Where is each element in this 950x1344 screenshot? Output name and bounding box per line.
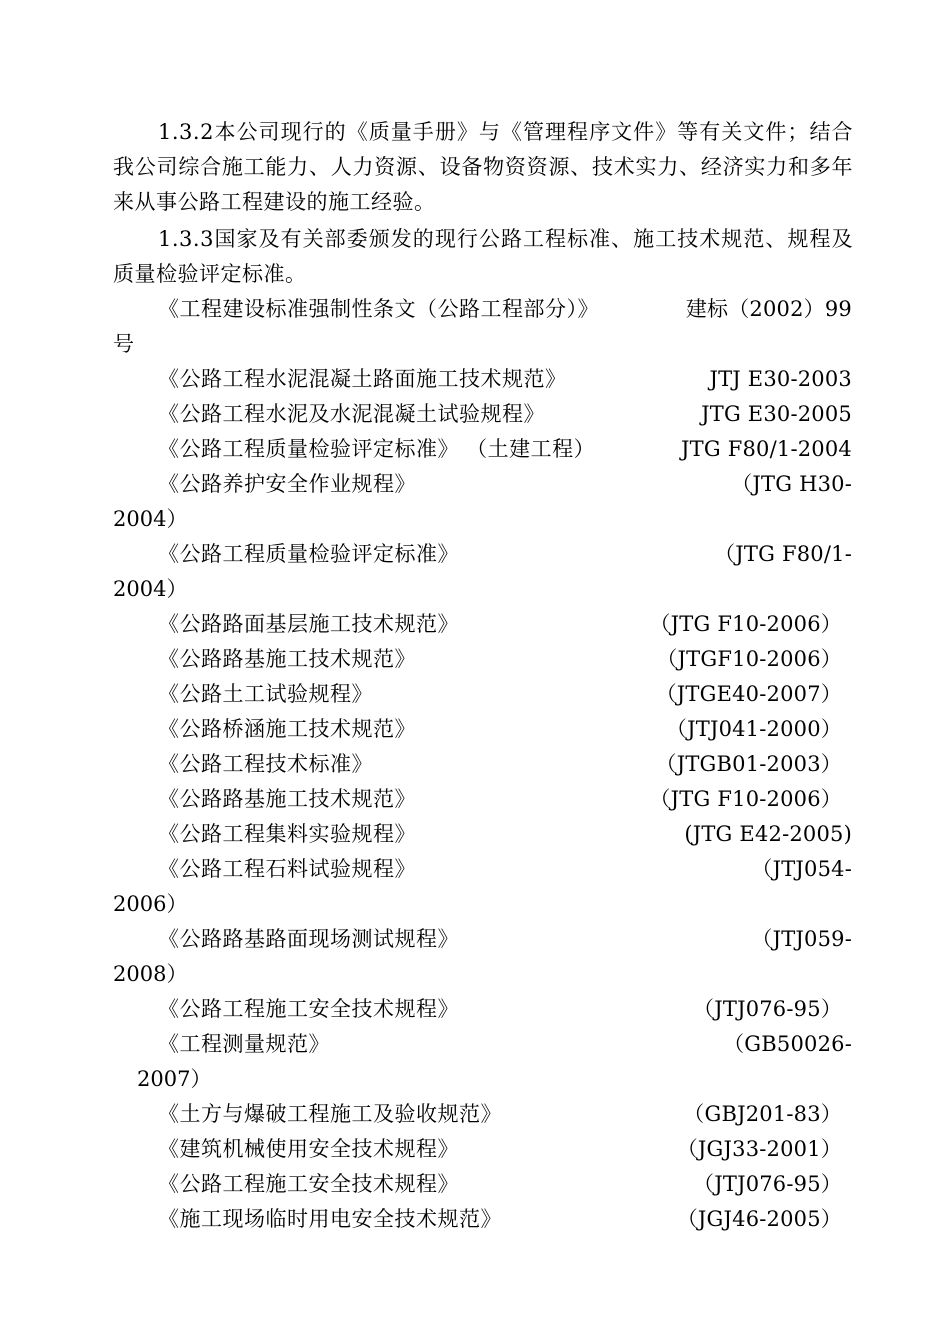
reference-row [0,922,950,957]
reference-code-continuation: 2008） [113,962,188,986]
reference-row [0,782,950,817]
reference-row [0,677,950,712]
reference-title: 《施工现场临时用电安全技术规范》 [158,1207,502,1231]
reference-code: （JTJ054- [751,857,852,881]
reference-code: JTG F80/1-2004 [681,437,852,461]
reference-code: （JGJ46-2005） [676,1207,842,1231]
reference-title: 《工程测量规范》 [158,1032,330,1056]
paragraph-1-3-3: 1.3.3国家及有关部委颁发的现行公路工程标准、施工技术规范、规程及质量检验评定标准。 [113,227,853,286]
reference-row [0,397,950,432]
reference-code: JTG E30-2005 [701,402,852,426]
reference-title: 《公路工程施工安全技术规程》 [158,997,459,1021]
reference-title: 《公路工程质量检验评定标准》 （土建工程） [158,437,596,461]
reference-title: 《公路工程施工安全技术规程》 [158,1172,459,1196]
reference-code: （JTJ076-95） [693,997,842,1021]
reference-title: 《公路土工试验规程》 [158,682,373,706]
reference-title: 《公路工程水泥及水泥混凝土试验规程》 [158,402,545,426]
reference-code-continuation: 2006） [113,892,188,916]
reference-code: （JTJ076-95） [693,1172,842,1196]
reference-code-continuation: 2004） [113,577,188,601]
reference-code: （JTGF10-2006） [656,647,842,671]
reference-code: （JTJ041-2000） [665,717,842,741]
reference-code: （JGJ33-2001） [676,1137,842,1161]
reference-code: （JTGE40-2007） [655,682,842,706]
reference-title: 《土方与爆破工程施工及验收规范》 [158,1102,502,1126]
reference-row [0,1167,950,1202]
reference-code: 建标（2002）99 [685,297,852,321]
reference-code-continuation: 号 [113,332,134,356]
paragraph-1-3-2: 1.3.2本公司现行的《质量手册》与《管理程序文件》等有关文件；结合我公司综合施工能力、人力资源、设备物资资源、技术实力、经济实力和多年来从事公路工程建设的施工经验。 [113,120,853,214]
reference-code: JTJ E30-2003 [709,367,852,391]
reference-row [0,1132,950,1167]
reference-code-continuation: 2007） [137,1067,212,1091]
reference-code: （JTG H30- [731,472,852,496]
reference-row [0,1097,950,1132]
reference-title: 《公路路面基层施工技术规范》 [158,612,459,636]
reference-row [0,467,950,502]
reference-title: 《公路路基路面现场测试规程》 [158,927,459,951]
reference-code: （JTGB01-2003） [655,752,842,776]
reference-title: 《公路路基施工技术规范》 [158,787,416,811]
reference-code-continuation: 2004） [113,507,188,531]
reference-row [0,432,950,467]
reference-code: （JTG F10-2006） [649,787,842,811]
reference-title: 《公路养护安全作业规程》 [158,472,416,496]
reference-row [0,747,950,782]
reference-title: 《建筑机械使用安全技术规程》 [158,1137,459,1161]
reference-row [0,607,950,642]
reference-title: 《公路工程技术标准》 [158,752,373,776]
reference-row [0,362,950,397]
reference-title: 《公路工程水泥混凝土路面施工技术规范》 [158,367,567,391]
reference-title: 《公路路基施工技术规范》 [158,647,416,671]
reference-row [0,1202,950,1237]
reference-row [0,852,950,887]
reference-code: （GB50026- [723,1032,852,1056]
reference-row [0,712,950,747]
reference-row [0,1027,950,1062]
reference-code: （JTJ059- [751,927,852,951]
reference-row [0,642,950,677]
reference-row [0,992,950,1027]
reference-title: 《公路桥涵施工技术规范》 [158,717,416,741]
reference-code: （GBJ201-83） [683,1102,842,1126]
reference-code: （JTG F10-2006） [649,612,842,636]
reference-row [0,537,950,572]
reference-title: 《公路工程质量检验评定标准》 [158,542,459,566]
reference-row [0,817,950,852]
reference-title: 《工程建设标准强制性条文（公路工程部分）》 [158,297,599,321]
reference-row [0,292,950,327]
reference-code: (JTG E42-2005) [684,822,852,846]
reference-title: 《公路工程集料实验规程》 [158,822,416,846]
reference-title: 《公路工程石料试验规程》 [158,857,416,881]
reference-code: （JTG F80/1- [714,542,852,566]
